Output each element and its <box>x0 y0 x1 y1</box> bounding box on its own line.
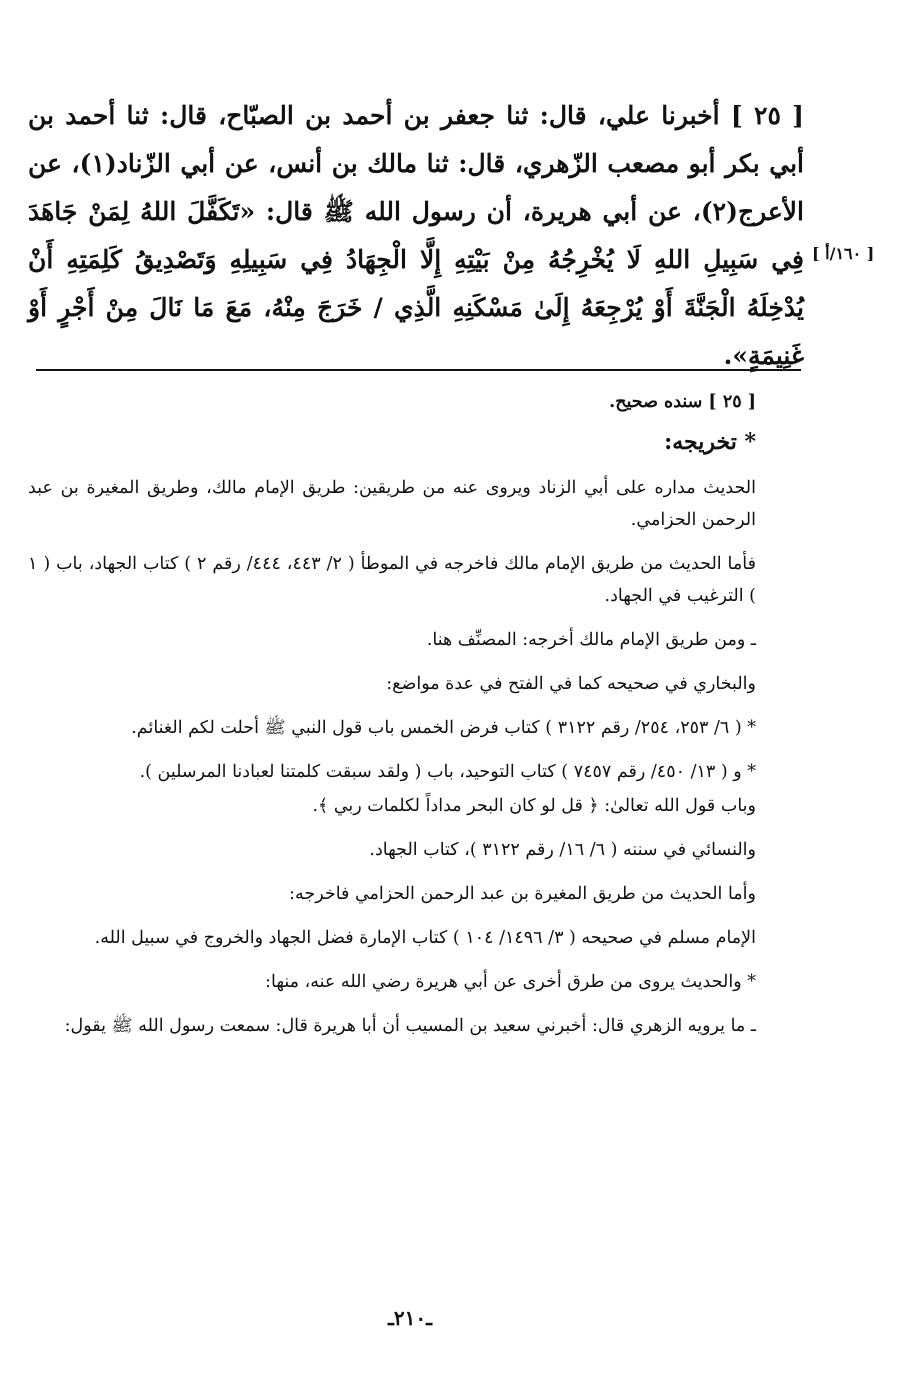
hadith-text-block <box>28 92 804 380</box>
footnote-paragraph: ـ ما يرويه الزهري قال: أخبرني سعيد بن المسيب أن أبا هريرة قال: سمعت رسول الله ﷺ يقول: <box>64 1016 756 1036</box>
footnotes-section <box>28 386 756 1054</box>
footnote-separator-line <box>36 369 801 371</box>
footnote-paragraph: الإمام مسلم في صحيحه ( ٣/ ١٤٩٦/ ١٠٤ ) كتاب الإمارة فضل الجهاد والخروج في سبيل الله. <box>94 928 756 948</box>
footnote-paragraph: وأما الحديث من طريق المغيرة بن عبد الرحمن الحزامي فاخرجه: <box>289 884 756 904</box>
footnote-paragraph: ـ ومن طريق الإمام مالك أخرجه: المصنِّف هنا. <box>426 630 756 650</box>
footnote-paragraph: الحديث مداره على أبي الزناد ويروى عنه من طريقين: طريق الإمام مالك، وطريق المغيرة بن عبد الرحمن الحزامي. <box>28 478 756 530</box>
hadith-text: [ ٢٥ ] أخبرنا علي، قال: ثنا جعفر بن أحمد بن الصبّاح، قال: ثنا أحمد بن أبي بكر أبو مصعب الزّهري، قال: ثنا مالك بن أنس، عن أبي الزّناد(١)، عن الأعرج(٢)، عن أبي هريرة، أن رسول الله ﷺ قال: «تَكَفَّلَ اللهُ لِمَنْ جَاهَدَ فِي سَبِيلِ اللهِ لَا يُخْرِجُهُ مِنْ بَيْتِهِ إِلَّا الْجِهَادُ فِي سَبِيلِهِ وَتَصْدِيقُ كَلِمَتِهِ أَنْ يُدْخِلَهُ الْجَنَّةَ أَوْ يُرْجِعَهُ إِلَىٰ مَسْكَنِهِ الَّذِي / خَرَجَ مِنْهُ، مَعَ مَا نَالَ مِنْ أَجْرٍ أَوْ غَنِيمَةٍ». <box>28 101 804 370</box>
footnote-paragraph: * ( ٦/ ٢٥٣، ٢٥٤/ رقم ٣١٢٢ ) كتاب فرض الخمس باب قول النبي ﷺ أحلت لكم الغنائم. <box>131 718 756 738</box>
footnote-paragraph: فأما الحديث من طريق الإمام مالك فاخرجه في الموطأ ( ٢/ ٤٤٣، ٤٤٤/ رقم ٢ ) كتاب الجهاد، باب ( ١ ) الترغيب في الجهاد. <box>28 554 756 606</box>
footnote-paragraph: وباب قول الله تعالىٰ: ﴿ قل لو كان البحر مداداً لكلمات ربي ﴾. <box>312 796 756 816</box>
page-number: ـ٢١٠ـ <box>388 1306 432 1330</box>
footnote-heading-takhrij: * تخريجه: <box>664 429 756 455</box>
footnote-paragraph: والبخاري في صحيحه كما في الفتح في عدة مواضع: <box>386 674 756 694</box>
footnote-paragraph: * والحديث يروى من طرق أخرى عن أبي هريرة رضي الله عنه، منها: <box>265 972 756 992</box>
footnote-isnad-status: [ ٢٥ ] سنده صحيح. <box>609 392 756 412</box>
footnote-paragraph: * و ( ١٣/ ٤٥٠/ رقم ٧٤٥٧ ) كتاب التوحيد، باب ( ولقد سبقت كلمتنا لعبادنا المرسلين ). <box>139 762 756 782</box>
footnote-paragraph: والنسائي في سننه ( ٦/ ١٦/ رقم ٣١٢٢ )، كتاب الجهاد. <box>369 840 756 860</box>
manuscript-folio-reference: [ ١٦٠/أ ] <box>812 244 875 263</box>
